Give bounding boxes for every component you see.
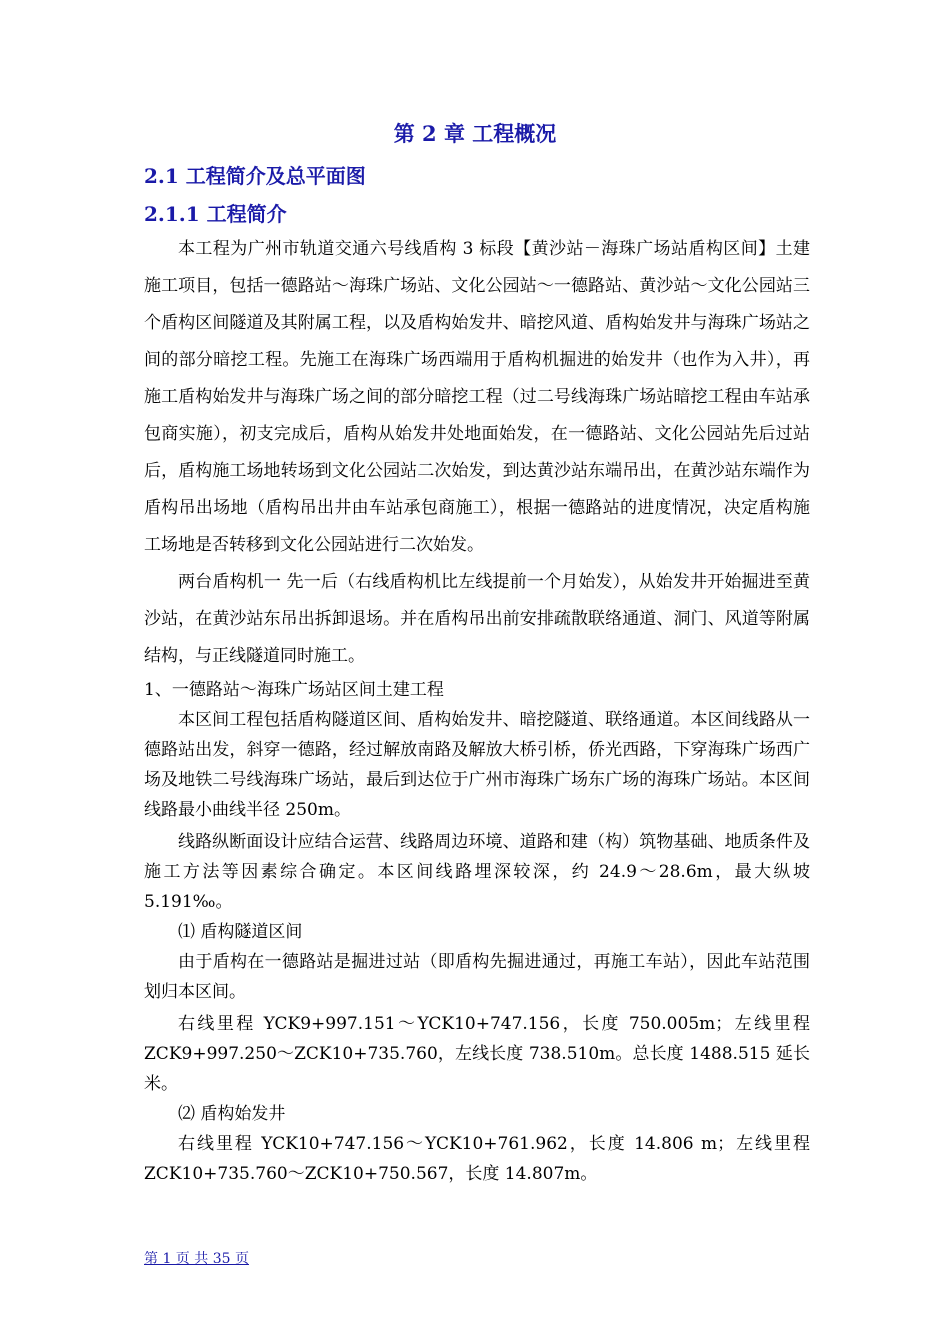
paragraph-section-scope: 本区间工程包括盾构隧道区间、盾构始发井、暗挖隧道、联络通道。本区间线路从一德路站出发，斜穿一德路，经过解放南路及解放大桥引桥，侨光西路，下穿海珠广场西广场及地铁二号线海珠广场站，最后到达位于广州市海珠广场东广场的海珠广场站。本区间线路最小曲线半径 250m。 <box>144 710 810 820</box>
paragraph-mileage-shaft: 右线里程 YCK10+747.156～YCK10+761.962，长度 14.806 m；左线里程 ZCK10+735.760～ZCK10+750.567，长度 14.807m。 <box>144 1134 810 1184</box>
subitem-launch-shaft: ⑵ 盾构始发井 <box>178 1104 286 1124</box>
paragraph-station-range: 由于盾构在一德路站是掘进过站（即盾构先掘进通过，再施工车站），因此车站范围划归本区间。 <box>144 952 810 1002</box>
paragraph-intro: 本工程为广州市轨道交通六号线盾构 3 标段【黄沙站－海珠广场站盾构区间】土建施工项目，包括一德路站～海珠广场站、文化公园站～一德路站、黄沙站～文化公园站三个盾构区间隧道及其附属工程，以及盾构始发井、暗挖风道、盾构始发井与海珠广场站之间的部分暗挖工程。先施工在海珠广场西端用于盾构机掘进的始发井（也作为入井），再施工盾构始发井与海珠广场之间的部分暗挖工程（过二号线海珠广场站暗挖工程由车站承包商实施），初支完成后，盾构从始发井处地面始发，在一德路站、文化公园站先后过站后，盾构施工场地转场到文化公园站二次始发，到达黄沙站东端吊出，在黄沙站东端作为盾构吊出场地（盾构吊出井由车站承包商施工），根据一德路站的进度情况，决定盾构施工场地是否转移到文化公园站进行二次始发。 <box>144 239 810 555</box>
subsection-title: 2.1.1 工程简介 <box>144 202 287 226</box>
subitem-shield-tunnel: ⑴ 盾构隧道区间 <box>178 922 303 942</box>
paragraph-profile-design: 线路纵断面设计应结合运营、线路周边环境、道路和建（构）筑物基础、地质条件及施工方法等因素综合确定。本区间线路埋深较深，约 24.9～28.6m，最大纵坡 5.191‰。 <box>144 832 810 912</box>
chapter-title: 第 2 章 工程概况 <box>393 121 557 146</box>
page-number[interactable]: 第 1 页 共 35 页 <box>144 1251 249 1267</box>
body-text <box>144 231 810 1189</box>
list-item-section-1: 1、一德路站～海珠广场站区间土建工程 <box>144 680 444 700</box>
paragraph-shield-machines: 两台盾构机一 先一后（右线盾构机比左线提前一个月始发），从始发井开始掘进至黄沙站，在黄沙站东吊出拆卸退场。并在盾构吊出前安排疏散联络通道、洞门、风道等附属结构，与正线隧道同时施工。 <box>144 572 810 666</box>
paragraph-mileage-tunnel: 右线里程 YCK9+997.151～YCK10+747.156，长度 750.005m；左线里程 ZCK9+997.250～ZCK10+735.760，左线长度 738.510m。总长度 1488.515 延长米。 <box>144 1014 810 1094</box>
section-title: 2.1 工程简介及总平面图 <box>144 164 366 188</box>
page-footer <box>144 1248 249 1268</box>
